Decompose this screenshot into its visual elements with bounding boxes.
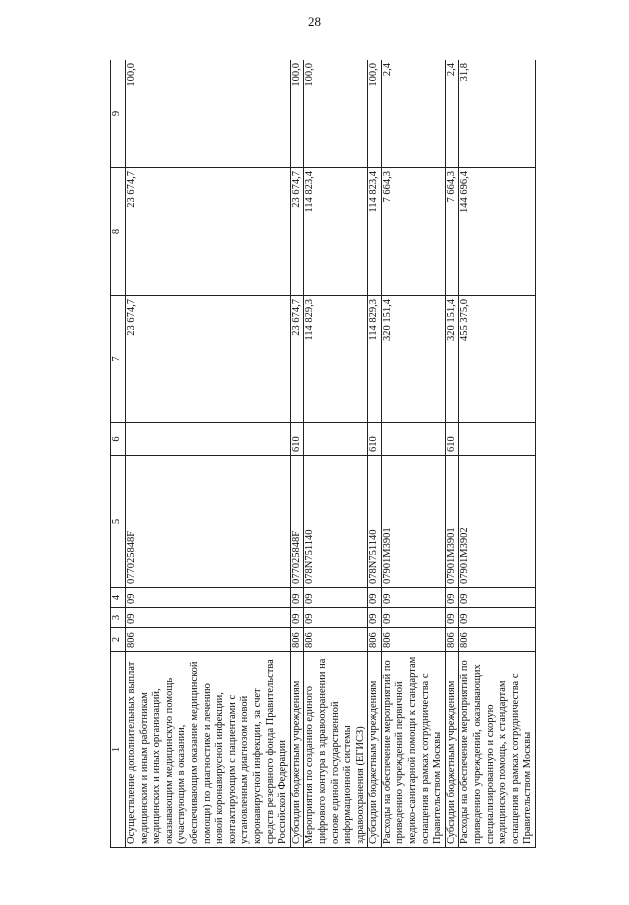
executed-amount-cell: 7 664,3 [445,168,459,296]
subsection-cell: 09 [368,588,382,608]
admin-code-cell: 806 [381,628,445,652]
expense-type-cell [304,423,368,456]
header-cell: 3 [111,608,126,628]
expense-type-cell [381,423,445,456]
percent-cell: 100,0 [290,60,304,168]
header-cell: 2 [111,628,126,652]
table-row [290,60,304,848]
row-name-cell: Субсидии бюджетным учреждениям [290,652,304,848]
header-cell: 9 [111,60,126,168]
planned-amount-cell: 23 674,7 [126,296,291,423]
expense-type-cell [459,423,536,456]
section-cell: 09 [304,608,368,628]
header-cell: 5 [111,456,126,588]
subsection-cell: 09 [381,588,445,608]
admin-code-cell: 806 [290,628,304,652]
admin-code-cell: 806 [368,628,382,652]
planned-amount-cell: 320 151,4 [445,296,459,423]
section-cell: 09 [445,608,459,628]
table-frame [110,60,608,848]
section-cell: 09 [381,608,445,628]
planned-amount-cell: 114 829,3 [304,296,368,423]
expense-type-cell: 610 [445,423,459,456]
target-article-cell: 07901М3901 [381,456,445,588]
percent-cell: 100,0 [126,60,291,168]
executed-amount-cell: 114 823,4 [368,168,382,296]
target-article-cell: 078N751140 [368,456,382,588]
table-row [304,60,368,848]
section-cell: 09 [459,608,536,628]
percent-cell: 31,8 [459,60,536,168]
row-name-cell: Субсидии бюджетным учреждениям [445,652,459,848]
admin-code-cell: 806 [445,628,459,652]
table-row [126,60,291,848]
page-number: 28 [308,14,321,29]
table-header [111,60,126,848]
table-row [445,60,459,848]
header-cell: 1 [111,652,126,848]
header-cell: 7 [111,296,126,423]
table-row [459,60,536,848]
admin-code-cell: 806 [304,628,368,652]
subsection-cell: 09 [304,588,368,608]
planned-amount-cell: 114 829,3 [368,296,382,423]
target-article-cell: 077025848F [126,456,291,588]
section-cell: 09 [368,608,382,628]
table-body [126,60,536,848]
percent-cell: 100,0 [368,60,382,168]
target-article-cell: 07901М3902 [459,456,536,588]
percent-cell: 100,0 [304,60,368,168]
percent-cell: 2,4 [381,60,445,168]
target-article-cell: 078N751140 [304,456,368,588]
expense-type-cell [126,423,291,456]
subsection-cell: 09 [459,588,536,608]
table-row [368,60,382,848]
subsection-cell: 09 [126,588,291,608]
rotated-table-container [110,60,608,848]
executed-amount-cell: 114 823,4 [304,168,368,296]
section-cell: 09 [290,608,304,628]
executed-amount-cell: 7 664,3 [381,168,445,296]
admin-code-cell: 806 [126,628,291,652]
planned-amount-cell: 320 151,4 [381,296,445,423]
target-article-cell: 07901М3901 [445,456,459,588]
header-cell: 6 [111,423,126,456]
header-row [111,60,126,848]
planned-amount-cell: 23 674,7 [290,296,304,423]
row-name-cell: Расходы на обеспечение мероприятий по приведению учреждений, оказывающих специализированную и скорую медицинскую помощь, к стандартам оснащения в рамках сотрудничества с Правительством Москвы [459,652,536,848]
target-article-cell: 077025848F [290,456,304,588]
expense-type-cell: 610 [368,423,382,456]
subsection-cell: 09 [445,588,459,608]
percent-cell: 2,4 [445,60,459,168]
header-cell: 8 [111,168,126,296]
budget-table [110,60,536,848]
row-name-cell: Мероприятия по созданию единого цифрового контура в здравоохранении на основе единой государственной информационной системы здравоохранения (ЕГИСЗ) [304,652,368,848]
row-name-cell: Субсидии бюджетным учреждениям [368,652,382,848]
executed-amount-cell: 144 696,4 [459,168,536,296]
table-row [381,60,445,848]
subsection-cell: 09 [290,588,304,608]
expense-type-cell: 610 [290,423,304,456]
executed-amount-cell: 23 674,7 [290,168,304,296]
row-name-cell: Расходы на обеспечение мероприятий по приведению учреждений первичной медико-санитарной помощи к стандартам оснащения в рамках сотрудничества с Правительством Москвы [381,652,445,848]
planned-amount-cell: 455 375,0 [459,296,536,423]
section-cell: 09 [126,608,291,628]
header-cell: 4 [111,588,126,608]
row-name-cell: Осуществление дополнительных выплат медицинским и иным работникам медицинских и иных организаций, оказывающим медицинскую помощь (участвующим в оказании, обеспечивающим оказание медицинской помощи) по диагностике и лечению новой коронавирусной инфекции, контактирующим с пациентами с установленным диагнозом новой коронавирусной инфекции, за счет средств резервного фонда Правительства Российской Федерации [126,652,291,848]
executed-amount-cell: 23 674,7 [126,168,291,296]
admin-code-cell: 806 [459,628,536,652]
